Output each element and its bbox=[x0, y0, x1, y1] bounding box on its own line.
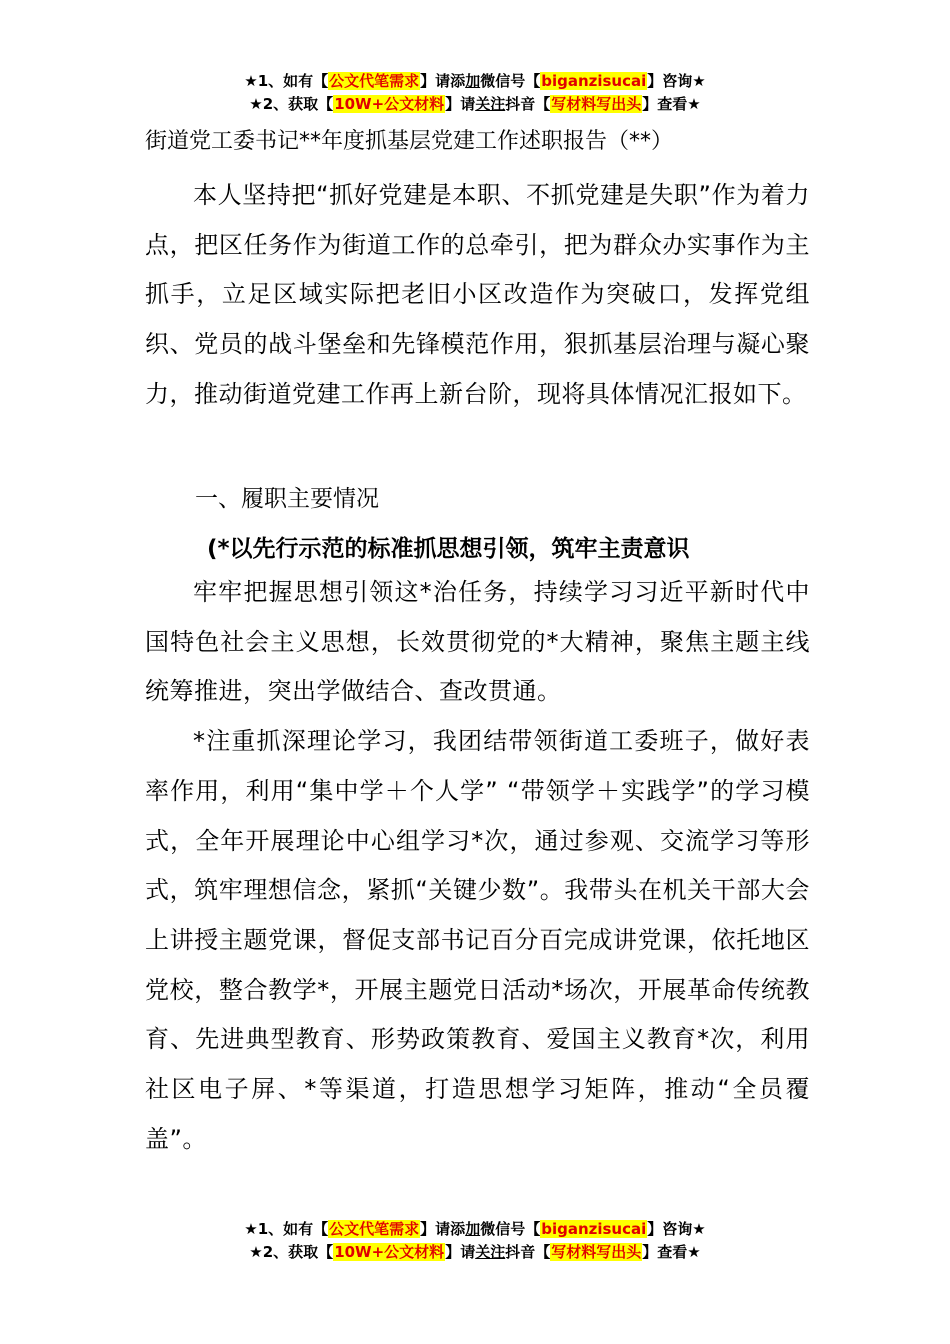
banner-highlight: 公文代笔需求 bbox=[329, 72, 420, 90]
banner-highlight: 公文代笔需求 bbox=[329, 1220, 420, 1238]
intro-paragraph: 本人坚持把“抓好党建是本职、不抓党建是失职”作为着力点，把区任务作为街道工作的总牵引，把为群众办实事作为主抓手，立足区域实际把老旧小区改造作为突破口，发挥党组织、党员的战斗堡垒和先锋模范作用，狠抓基层治理与凝心聚力，推动街道党建工作再上新台阶，现将具体情况汇报如下。 bbox=[145, 181, 810, 408]
banner-text: 】请添 bbox=[420, 1220, 466, 1238]
paragraph: *注重抓深理论学习，我团结带领街道工委班子，做好表率作用，利用“集中学＋个人学” “带领学＋实践学”的学习模式，全年开展理论中心组学习*次，通过参观、交流学习等形式，筑牢理想信念，紧抓“关键少数”。我带头在机关干部大会上讲授主题党课，督促支部书记百分百完成讲党课，依托地区党校，整合教学*，开展主题党日活动*场次，开展革命传统教育、先进典型教育、形势政策教育、爱国主义教育*次，利用社区电子屏、*等渠道，打造思想学习矩阵，推动“全员覆盖”。 bbox=[145, 727, 810, 1153]
banner-line-2 bbox=[0, 93, 950, 116]
banner-underline: 关注 bbox=[475, 95, 506, 113]
banner-highlight: biganzisucai bbox=[541, 72, 647, 90]
banner-underline: 加 bbox=[465, 72, 481, 90]
banner-text: 】请 bbox=[445, 95, 476, 113]
body-paragraphs bbox=[145, 568, 810, 1164]
banner-highlight: biganzisucai bbox=[541, 1220, 647, 1238]
section-heading: 一、履职主要情况 bbox=[195, 486, 379, 512]
top-banner bbox=[0, 70, 950, 116]
banner-underline: 关注 bbox=[475, 1243, 506, 1261]
banner-highlight: 写材料写出头 bbox=[551, 95, 642, 113]
banner-text: ★2、获取【 bbox=[249, 1243, 334, 1261]
banner-text: 】查看★ bbox=[642, 1243, 701, 1261]
banner-line-1 bbox=[0, 1218, 950, 1241]
document-title: 街道党工委书记**年度抓基层党建工作述职报告（**） bbox=[145, 129, 674, 154]
sub-heading: (*以先行示范的标准抓思想引领，筑牢主责意识 bbox=[207, 536, 690, 562]
banner-underline: 加 bbox=[465, 1220, 481, 1238]
banner-highlight: 10W+公文材料 bbox=[334, 95, 445, 113]
banner-line-1 bbox=[0, 70, 950, 93]
banner-text: 】咨询★ bbox=[647, 72, 706, 90]
banner-text: ★1、如有【 bbox=[244, 72, 329, 90]
banner-line-2 bbox=[0, 1241, 950, 1264]
paragraph: 牢牢把握思想引领这*治任务，持续学习习近平新时代中国特色社会主义思想，长效贯彻党的*大精神，聚焦主题主线统筹推进，突出学做结合、查改贯通。 bbox=[145, 578, 810, 706]
banner-text: 微信号【 bbox=[480, 1220, 541, 1238]
banner-text: 】请添 bbox=[420, 72, 466, 90]
banner-highlight: 写材料写出头 bbox=[551, 1243, 642, 1261]
banner-text: 】请 bbox=[445, 1243, 476, 1261]
intro-paragraph-block bbox=[145, 171, 810, 420]
banner-text: ★2、获取【 bbox=[249, 95, 334, 113]
banner-text: 微信号【 bbox=[480, 72, 541, 90]
banner-text: ★1、如有【 bbox=[244, 1220, 329, 1238]
banner-highlight: 10W+公文材料 bbox=[334, 1243, 445, 1261]
bottom-banner bbox=[0, 1218, 950, 1264]
banner-text: 】咨询★ bbox=[647, 1220, 706, 1238]
banner-text: 抖音【 bbox=[505, 95, 551, 113]
banner-text: 抖音【 bbox=[505, 1243, 551, 1261]
banner-text: 】查看★ bbox=[642, 95, 701, 113]
